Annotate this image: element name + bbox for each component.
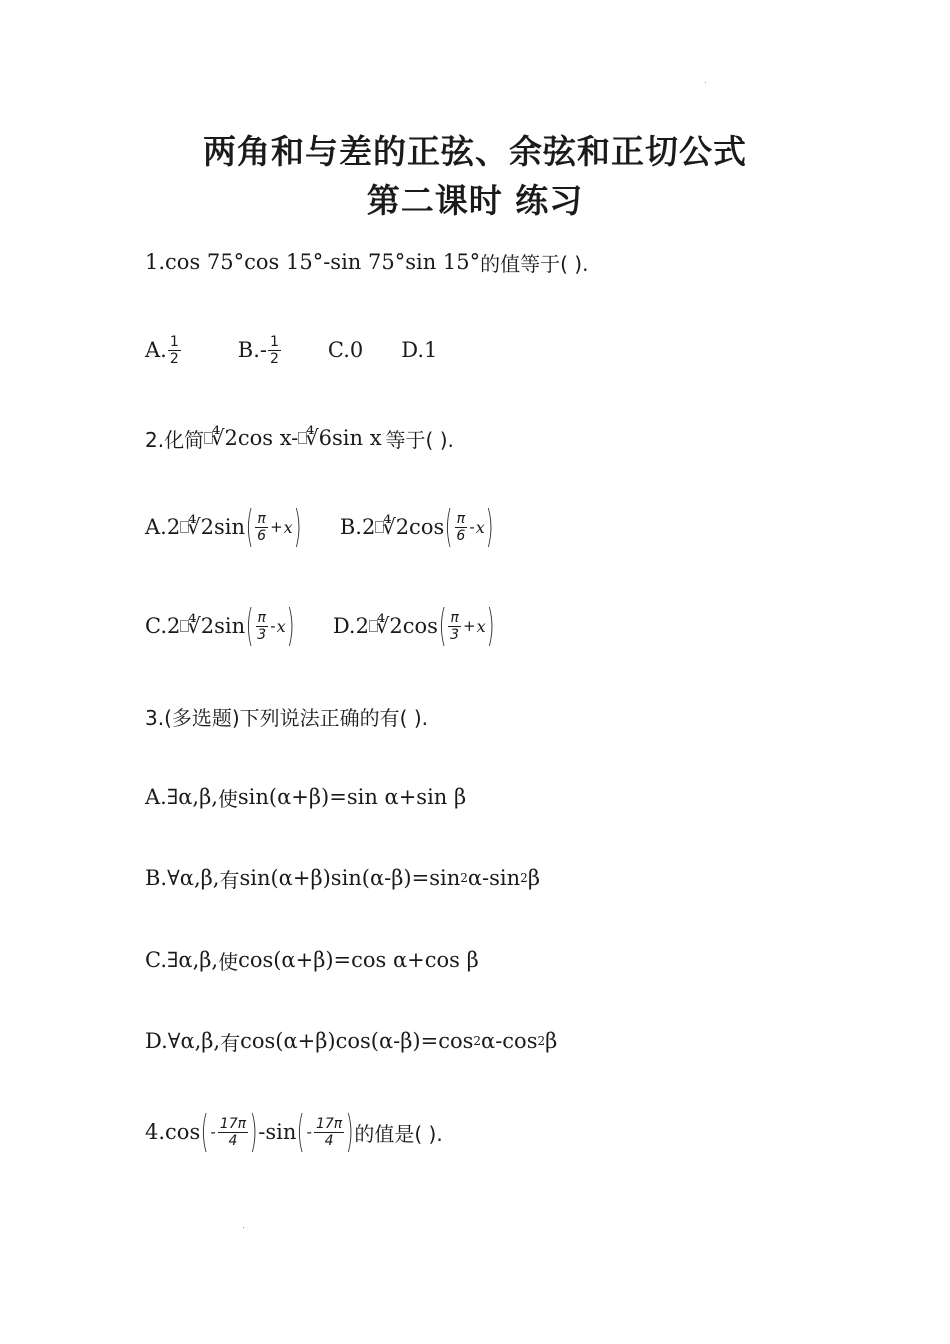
q2-option-b-fraction: $\frac{\pi}{6}$ [456, 510, 466, 544]
q4-cos: 4.cos [145, 1120, 201, 1144]
q2-option-d-fraction: $\frac{\pi}{3}$ [450, 609, 459, 643]
q4-fraction-2: $\frac{17\pi}{4}$ [315, 1115, 343, 1149]
question-4-stem: 4.cos ( - $\frac{17\pi}{4}$ ) -sin ( - $\frac{17\pi}{4}$ ) 的值是( ). [145, 1106, 443, 1157]
q2-option-c-func: ∜2sin [187, 614, 246, 638]
q1-option-d: D.1 [401, 338, 438, 362]
q2-option-d-label: D.2 [332, 614, 369, 638]
question-2-options-cd: C.2 ∜2sin ( $\frac{\pi}{3}$ - x ) D.2 ∜2cos ( $\frac{\pi}{3}$ + x ) [145, 600, 495, 651]
q1-option-b-label: B.- [237, 338, 267, 362]
question-3-option-d: D.∀α,β, 有 cos(α+β)cos(α-β)=cos 2 α-cos 2 β [145, 1029, 558, 1055]
question-1-options [145, 328, 437, 372]
scan-speck [705, 82, 706, 83]
q2-option-a-fraction: $\frac{\pi}{6}$ [257, 510, 267, 544]
q3-stem: 3.(多选题)下列说法正确的有( ). [145, 705, 429, 730]
question-1-stem [145, 240, 588, 284]
q1-stem-tail: 的值等于( ). [480, 251, 589, 276]
q2-option-d-func: ∜2cos [375, 614, 438, 638]
q4-fraction-1: $\frac{17\pi}{4}$ [219, 1115, 247, 1149]
q1-expression: 1.cos 75°cos 15°-sin 75°sin 15° [145, 250, 481, 274]
question-2-options-ab: A.2 ∜2sin ( $\frac{\pi}{6}$ + x ) B.2 ∜2cos ( $\frac{\pi}{6}$ - x ) [145, 501, 494, 552]
q2-option-a-func: ∜2sin [187, 515, 245, 539]
q2-stem-prefix: 2.化简 [145, 427, 205, 452]
q2-option-c-label: C.2 [145, 614, 181, 638]
question-3-option-c: C.∃α,β, 使 cos(α+β)=cos α+cos β [145, 948, 479, 974]
question-2-stem [145, 416, 454, 460]
q2-stem-tail: 等于( ). [385, 427, 454, 452]
q4-sin: -sin [258, 1120, 297, 1144]
q1-option-a-fraction: $\frac{1}{2}$ [169, 333, 179, 367]
q2-option-b-label: B.2 [339, 515, 376, 539]
q1-option-a-label: A. [145, 338, 167, 362]
q2-expression-1: ∜2cos x- [211, 426, 299, 450]
q1-option-b-fraction: $\frac{1}{2}$ [269, 333, 279, 367]
q1-option-c: C.0 [327, 338, 364, 362]
q2-expression-2: ∜6sin x [305, 426, 382, 450]
question-3-stem [145, 694, 428, 738]
scan-speck [243, 1227, 244, 1228]
page-subtitle: 第二课时 练习 [366, 181, 584, 220]
page-title: 两角和与差的正弦、余弦和正切公式 [203, 132, 747, 171]
question-3-option-b: B.∀α,β, 有 sin(α+β)sin(α-β)=sin 2 α-sin 2 β [145, 866, 540, 892]
q2-option-b-func: ∜2cos [382, 515, 445, 539]
q2-option-a-label: A.2 [145, 515, 181, 539]
question-3-option-a: A.∃α,β, 使 sin(α+β)=sin α+sin β [145, 785, 467, 811]
q2-option-c-fraction: $\frac{\pi}{3}$ [257, 609, 267, 643]
q4-stem-tail: 的值是( ). [354, 1121, 443, 1146]
